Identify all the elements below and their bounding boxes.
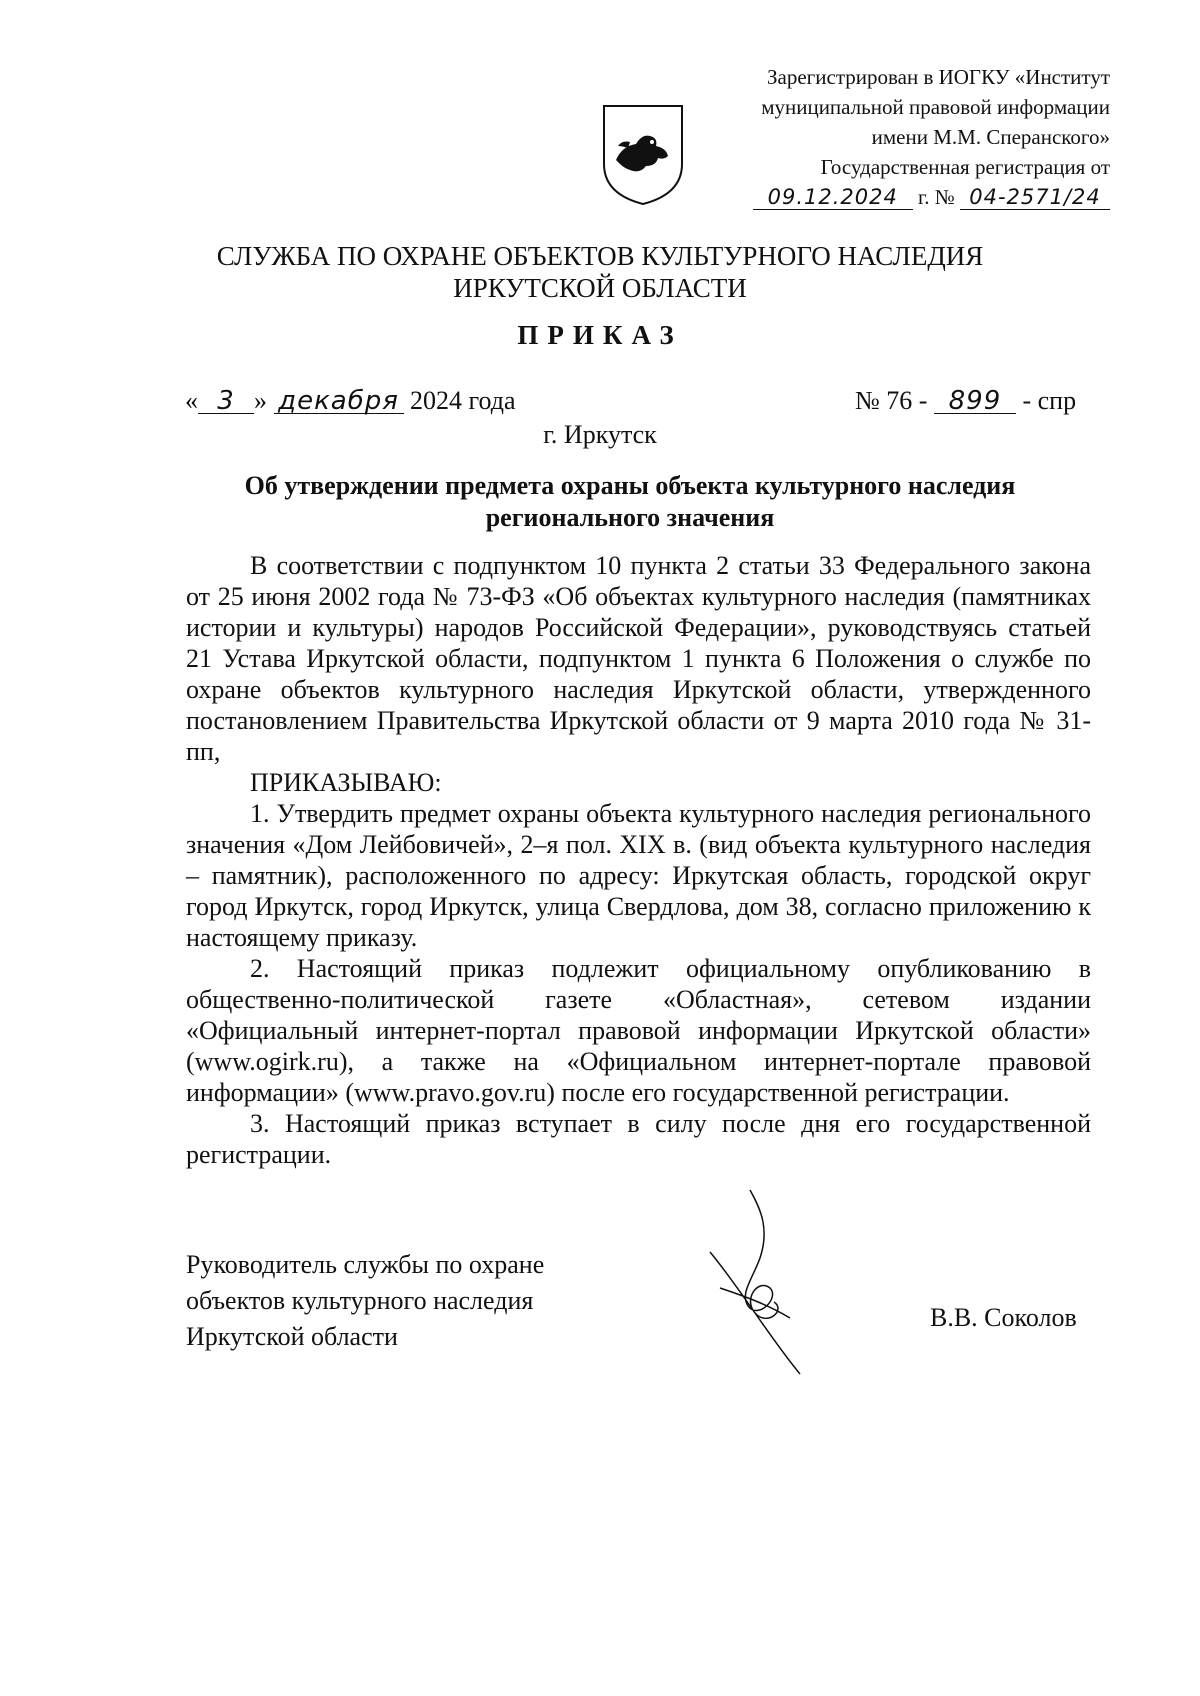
body-item-2: 2. Настоящий приказ подлежит официальному опубликованию в общественно-политической газете «Областная», сетевом издании «Официальный интернет-портал правовой информации Иркутской области» (www.ogirk.ru), а также на «Официальном интернет-портале правовой информации» (www.pravo.gov.ru) после его государственной регистрации. <box>186 954 1091 1107</box>
registration-line-2: муниципальной правовой информации <box>761 95 1110 119</box>
signatory-position-line-2: объектов культурного наследия <box>186 1286 534 1315</box>
document-subject <box>190 470 1070 534</box>
registration-line-3: имени М.М. Сперанского» <box>871 125 1110 149</box>
coat-of-arms-icon <box>600 102 686 208</box>
registration-line-4: Государственная регистрация от <box>820 155 1110 179</box>
body-item-3: 3. Настоящий приказ вступает в силу после дня его государственной регистрации. <box>186 1109 1091 1169</box>
signatory-position-line-3: Иркутской области <box>186 1322 398 1351</box>
date-day: 3 <box>198 389 254 414</box>
organization-name <box>0 240 1200 304</box>
organization-line-1: СЛУЖБА ПО ОХРАНЕ ОБЪЕКТОВ КУЛЬТУРНОГО НАСЛЕДИЯ <box>216 241 984 271</box>
registration-number: 04-2571/24 <box>960 185 1110 210</box>
body-item-1: 1. Утвердить предмет охраны объекта культурного наследия регионального значения «Дом Лейбовичей», 2–я пол. XIX в. (вид объекта культурного наследия – памятник), расположенного по адресу: Иркутская область, городской округ город Иркутск, город Иркутск, улица Свердлова, дом 38, согласно приложению к настоящему приказу. <box>186 799 1091 952</box>
registration-line-1: Зарегистрирован в ИОГКУ «Институт <box>766 65 1110 89</box>
subject-line-2: регионального значения <box>485 503 775 532</box>
signatory-position <box>186 1247 544 1355</box>
number-handwritten: 899 <box>934 389 1016 414</box>
body-preamble: В соответствии с подпунктом 10 пункта 2 статьи 33 Федерального закона от 25 июня 2002 года № 73-ФЗ «Об объектах культурного наследия (памятниках истории и культуры) народов Российской Федерации», руководствуясь статьей 21 Устава Иркутской области, подпунктом 1 пункта 6 Положения о службе по охране объектов культурного наследия Иркутской области, утвержденного постановлением Правительства Иркутской области от 9 марта 2010 года № 31-пп, <box>186 551 1091 766</box>
date-close-quote: » <box>254 386 267 415</box>
subject-line-1: Об утверждении предмета охраны объекта культурного наследия <box>244 471 1016 500</box>
date-month: декабря <box>274 389 404 414</box>
date-open-quote: « <box>185 386 198 415</box>
handwritten-signature-icon <box>700 1188 840 1378</box>
document-number <box>855 386 1076 416</box>
registration-stamp <box>690 62 1110 212</box>
document-type: ПРИКАЗ <box>517 320 683 350</box>
signatory-name: В.В. Соколов <box>930 1303 1077 1332</box>
body-order-word: ПРИКАЗЫВАЮ: <box>250 768 442 797</box>
document-city: г. Иркутск <box>543 420 657 449</box>
registration-line-5 <box>690 182 1110 212</box>
registration-date: 09.12.2024 <box>753 185 913 210</box>
organization-line-2: ИРКУТСКОЙ ОБЛАСТИ <box>453 273 747 303</box>
document-body <box>186 550 1091 1170</box>
document-date <box>185 386 516 416</box>
number-prefix: № 76 - <box>855 386 928 415</box>
registration-number-label: г. № <box>917 185 955 209</box>
date-year: 2024 года <box>410 386 516 415</box>
number-suffix: - спр <box>1022 386 1077 415</box>
signatory-position-line-1: Руководитель службы по охране <box>186 1250 545 1279</box>
